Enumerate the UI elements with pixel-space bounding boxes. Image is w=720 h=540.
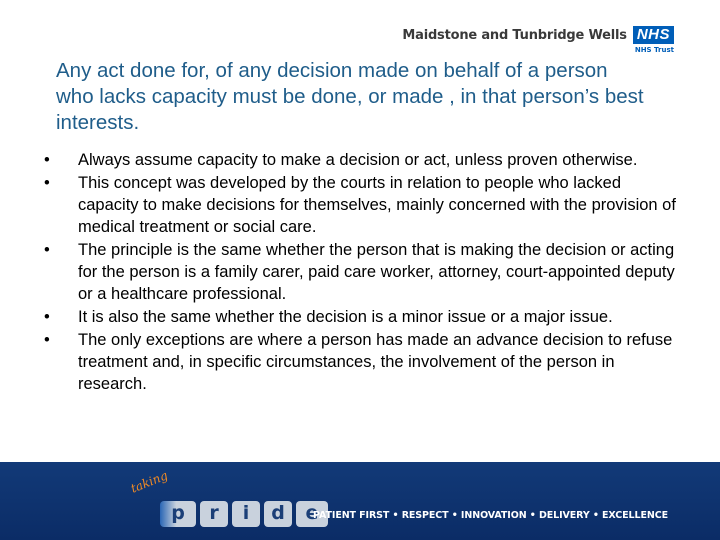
pride-letter: i [232, 501, 260, 527]
bullet-icon: • [44, 308, 50, 326]
bullet-item [32, 329, 682, 395]
bullet-icon: • [44, 331, 50, 349]
pride-logo [160, 501, 328, 527]
bullet-icon: • [44, 174, 50, 192]
values-slogan: PATIENT FIRST • RESPECT • INNOVATION • DELIVERY • EXCELLENCE [313, 510, 668, 521]
slide-title: Any act done for, of any decision made on behalf of a person who lacks capacity must be done, or made , in that person’s best interests. [56, 59, 644, 134]
nhs-logo: NHS [633, 26, 674, 44]
bullet-item [32, 239, 682, 305]
trust-name: Maidstone and Tunbridge Wells [402, 27, 627, 43]
pride-letter: p [160, 501, 196, 527]
bullet-text: This concept was developed by the courts in relation to people who lacked capacity to make decisions for themselves, mainly concerned with the provision of medical treatment or social care. [78, 174, 676, 236]
bullet-text: It is also the same whether the decision is a minor issue or a major issue. [78, 308, 613, 326]
nhs-trust-label: NHS Trust [634, 46, 674, 54]
bullet-list [32, 149, 682, 396]
bullet-icon: • [44, 151, 50, 169]
bullet-item [32, 306, 682, 328]
bullet-text: The principle is the same whether the person that is making the decision or acting for the person is a family carer, paid care worker, attorney, court-appointed deputy or a healthcare professional. [78, 241, 675, 303]
taking-script-text: taking [128, 468, 170, 496]
bullet-icon: • [44, 241, 50, 259]
bullet-item [32, 149, 682, 171]
footer-banner [0, 462, 720, 540]
bullet-text: Always assume capacity to make a decision or act, unless proven otherwise. [78, 151, 638, 169]
pride-letter: r [200, 501, 228, 527]
pride-letter: d [264, 501, 292, 527]
bullet-text: The only exceptions are where a person has made an advance decision to refuse treatment and, in specific circumstances, the involvement of the person in research. [78, 331, 673, 393]
pride-letter: e [296, 501, 328, 527]
bullet-item [32, 172, 682, 238]
trust-logo [402, 26, 674, 54]
